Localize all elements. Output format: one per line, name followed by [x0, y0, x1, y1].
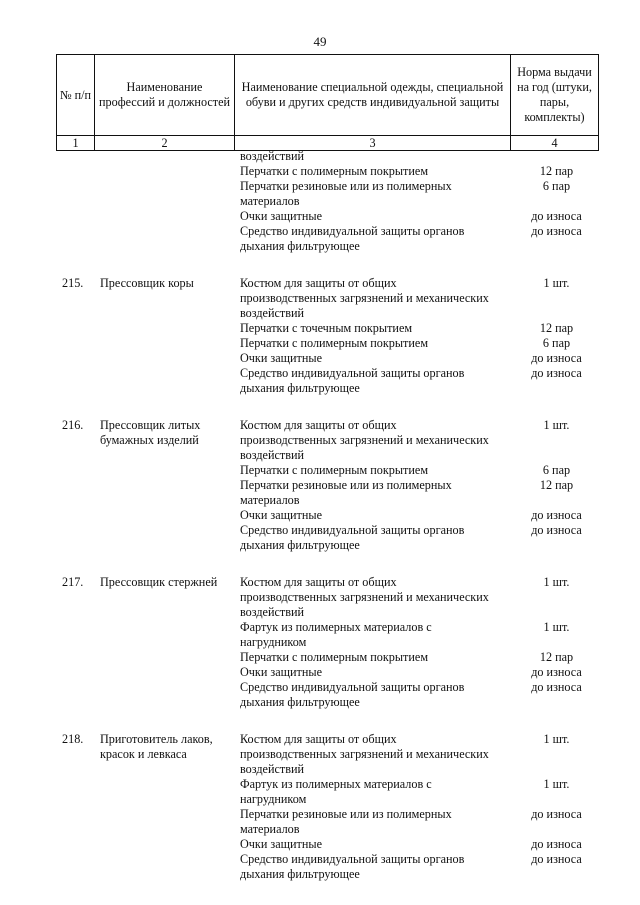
table-row [0, 433, 640, 448]
issue-norm: 12 пар [539, 478, 574, 492]
table-row [0, 463, 640, 478]
equipment-name: дыхания фильтрующее [240, 695, 360, 709]
table-row [0, 478, 640, 493]
equipment-name: воздействий [240, 149, 305, 163]
equipment-name: воздействий [240, 448, 305, 462]
profession-name: Прессовщик коры [100, 276, 194, 290]
issue-norm: до износа [531, 224, 582, 238]
table-row [0, 351, 640, 366]
equipment-name: Перчатки резиновые или из полимерных [240, 478, 452, 492]
entry-number: 217. [62, 575, 84, 589]
table-row [0, 605, 640, 620]
issue-norm: до износа [531, 366, 582, 380]
equipment-name: Средство индивидуальной защиты органов [240, 366, 465, 380]
equipment-name: Средство индивидуальной защиты органов [240, 523, 465, 537]
equipment-name: производственных загрязнений и механических [240, 747, 489, 761]
issue-norm: до износа [531, 837, 582, 851]
profession-entry [0, 418, 640, 553]
equipment-name: Очки защитные [240, 351, 322, 365]
entry-gap [0, 254, 640, 276]
issue-norm: 12 пар [539, 321, 574, 335]
equipment-name: Костюм для защиты от общих [240, 418, 397, 432]
table-row [0, 276, 640, 291]
table-row [0, 792, 640, 807]
table-row [0, 635, 640, 650]
table-row [0, 650, 640, 665]
issue-norm: 12 пар [539, 164, 574, 178]
header-number: № п/п [57, 55, 95, 136]
table-header [56, 54, 599, 151]
equipment-name: воздействий [240, 605, 305, 619]
issue-norm: до износа [531, 680, 582, 694]
table-row [0, 418, 640, 433]
table-row [0, 590, 640, 605]
equipment-name: Перчатки с полимерным покрытием [240, 650, 429, 664]
issue-norm: 1 шт. [543, 575, 570, 589]
equipment-name: Перчатки резиновые или из полимерных [240, 807, 452, 821]
equipment-name: воздействий [240, 762, 305, 776]
issue-norm: 1 шт. [543, 732, 570, 746]
table-row [0, 164, 640, 179]
table-row [0, 149, 640, 164]
column-number-4: 4 [511, 136, 599, 151]
equipment-name: материалов [240, 822, 300, 836]
table-row [0, 508, 640, 523]
table-row [0, 523, 640, 538]
table-row [0, 538, 640, 553]
issue-norm: до износа [531, 209, 582, 223]
entry-number: 216. [62, 418, 84, 432]
issue-norm: до износа [531, 665, 582, 679]
page-number: 49 [313, 34, 327, 49]
issue-norm: 6 пар [542, 463, 571, 477]
table-row [0, 665, 640, 680]
table-row [0, 695, 640, 710]
equipment-name: Средство индивидуальной защиты органов [240, 852, 465, 866]
table-row [0, 493, 640, 508]
equipment-name: Очки защитные [240, 508, 322, 522]
table-row [0, 777, 640, 792]
table-row [0, 224, 640, 239]
table-row [0, 837, 640, 852]
table-row [0, 336, 640, 351]
issue-norm: 6 пар [542, 336, 571, 350]
entry-number: 215. [62, 276, 84, 290]
table-row [0, 321, 640, 336]
profession-entry [0, 732, 640, 882]
profession-name: бумажных изделий [100, 433, 199, 447]
profession-name: Прессовщик стержней [100, 575, 218, 589]
profession-name: Прессовщик литых [100, 418, 201, 432]
table-row [0, 747, 640, 762]
table-row [0, 807, 640, 822]
equipment-name: Перчатки с полимерным покрытием [240, 164, 429, 178]
table-row [0, 620, 640, 635]
equipment-name: дыхания фильтрующее [240, 381, 360, 395]
table-row [0, 448, 640, 463]
profession-name: красок и левкаса [100, 747, 187, 761]
equipment-name: Очки защитные [240, 665, 322, 679]
equipment-name: Очки защитные [240, 209, 322, 223]
equipment-name: нагрудником [240, 792, 307, 806]
entry-gap [0, 396, 640, 418]
issue-norm: до износа [531, 508, 582, 522]
issue-norm: 1 шт. [543, 777, 570, 791]
equipment-name: производственных загрязнений и механических [240, 291, 489, 305]
issue-norm: 12 пар [539, 650, 574, 664]
equipment-name: дыхания фильтрующее [240, 239, 360, 253]
profession-name: Приготовитель лаков, [100, 732, 213, 746]
table-row [0, 239, 640, 254]
header-profession: Наименование профессий и должностей [95, 55, 235, 136]
issue-norm: до износа [531, 351, 582, 365]
table-row [0, 575, 640, 590]
equipment-name: Перчатки с точечным покрытием [240, 321, 413, 335]
issue-norm: 6 пар [542, 179, 571, 193]
issue-norm: 1 шт. [543, 620, 570, 634]
profession-entry [0, 575, 640, 710]
equipment-name: Костюм для защиты от общих [240, 575, 397, 589]
equipment-name: Средство индивидуальной защиты органов [240, 680, 465, 694]
table-row [0, 822, 640, 837]
table-row [0, 291, 640, 306]
equipment-name: Очки защитные [240, 837, 322, 851]
table-body [0, 149, 640, 882]
entry-gap [0, 553, 640, 575]
equipment-name: производственных загрязнений и механических [240, 433, 489, 447]
equipment-name: материалов [240, 194, 300, 208]
equipment-name: Фартук из полимерных материалов с [240, 620, 432, 634]
equipment-name: Средство индивидуальной защиты органов [240, 224, 465, 238]
equipment-name: материалов [240, 493, 300, 507]
profession-entry [0, 276, 640, 396]
table-row [0, 306, 640, 321]
table-row [0, 381, 640, 396]
equipment-name: производственных загрязнений и механических [240, 590, 489, 604]
table-row [0, 762, 640, 777]
equipment-name: Перчатки резиновые или из полимерных [240, 179, 452, 193]
table-row [0, 732, 640, 747]
entry-number: 218. [62, 732, 84, 746]
column-number-3: 3 [235, 136, 511, 151]
equipment-name: Перчатки с полимерным покрытием [240, 463, 429, 477]
header-norm: Норма выдачи на год (штуки, пары, комплекты) [511, 55, 599, 136]
issue-norm: до износа [531, 807, 582, 821]
equipment-name: нагрудником [240, 635, 307, 649]
continuation-entry [0, 149, 640, 254]
table-row [0, 194, 640, 209]
table-row [0, 179, 640, 194]
equipment-name: Перчатки с полимерным покрытием [240, 336, 429, 350]
issue-norm: 1 шт. [543, 418, 570, 432]
header-equipment: Наименование специальной одежды, специальной обуви и других средств индивидуальной защиты [235, 55, 511, 136]
equipment-name: воздействий [240, 306, 305, 320]
entry-gap [0, 710, 640, 732]
equipment-name: дыхания фильтрующее [240, 867, 360, 881]
equipment-name: Костюм для защиты от общих [240, 732, 397, 746]
equipment-name: Фартук из полимерных материалов с [240, 777, 432, 791]
column-number-2: 2 [95, 136, 235, 151]
table-row [0, 867, 640, 882]
column-number-1: 1 [57, 136, 95, 151]
table-row [0, 680, 640, 695]
equipment-name: дыхания фильтрующее [240, 538, 360, 552]
table-row [0, 366, 640, 381]
table-row [0, 852, 640, 867]
issue-norm: до износа [531, 523, 582, 537]
issue-norm: 1 шт. [543, 276, 570, 290]
equipment-name: Костюм для защиты от общих [240, 276, 397, 290]
table-row [0, 209, 640, 224]
issue-norm: до износа [531, 852, 582, 866]
